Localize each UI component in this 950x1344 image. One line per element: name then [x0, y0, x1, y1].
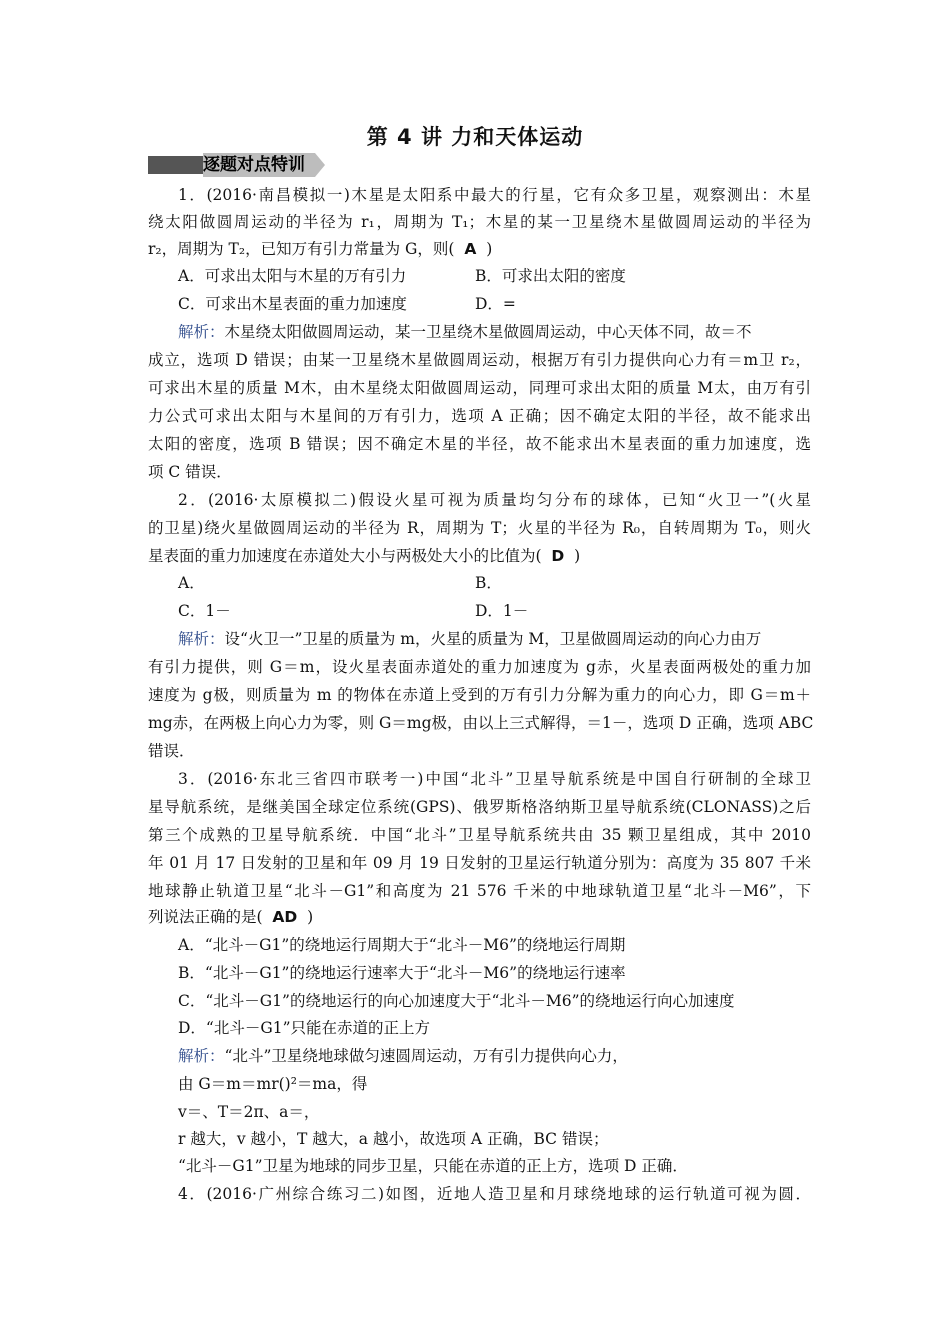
q1-explain-6: 项 C 错误． [148, 463, 232, 481]
banner-label: 逐题对点特训 [203, 153, 315, 177]
q2-explain-5: 错误． [148, 742, 195, 760]
q3-explain-3: v＝、T＝2π、a＝， [178, 1103, 320, 1121]
q2-paren: ) [574, 547, 581, 565]
q1-explain-5: 太阳的密度，选项 B 错误；因不确定木星的半径，故不能求出木星表面的重力加速度，选 [148, 435, 811, 453]
q1-option-c: C．可求出木星表面的重力加速度 [178, 295, 407, 313]
q4-line-1: 4．(2016·广州综合练习二)如图，近地人造卫星和月球绕地球的运行轨道可视为圆． [178, 1185, 811, 1203]
q2-option-b: B． [475, 574, 502, 592]
q1-line-2: 绕太阳做圆周运动的半径为 r₁，周期为 T₁；木星的某一卫星绕木星做圆周运动的半径为 [148, 213, 811, 231]
q2-stem-end: 星表面的重力加速度在赤道处大小与两极处大小的比值为( [148, 547, 542, 565]
q2-explain-text-1: 设“火卫一”卫星的质量为 m，火星的质量为 M，卫星做圆周运动的向心力由万 [224, 630, 762, 648]
q1-line-1: 1．(2016·南昌模拟一)木星是太阳系中最大的行星，它有众多卫星，观察测出：木星 [178, 186, 811, 204]
q3-option-b: B．“北斗－G1”的绕地运行速率大于“北斗－M6”的绕地运行速率 [178, 964, 626, 982]
q2-option-c: C．1－ [178, 602, 231, 620]
q3-explain-text-1: “北斗”卫星绕地球做匀速圆周运动，万有引力提供向心力， [224, 1047, 628, 1065]
q3-option-c: C．“北斗－G1”的绕地运行的向心加速度大于“北斗－M6”的绕地运行向心加速度 [178, 992, 735, 1010]
q3-stem-end: 列说法正确的是( [148, 908, 263, 926]
q3-paren: ) [307, 908, 314, 926]
q2-explain-2: 有引力提供，则 G＝m，设火星表面赤道处的重力加速度为 g赤，火星表面两极处的重力加 [148, 658, 811, 676]
q2-explain-1 [178, 628, 811, 650]
q1-explain-2: 成立，选项 D 错误；由某一卫星绕木星做圆周运动，根据万有引力提供向心力有＝m卫 r₂， [148, 351, 811, 369]
q3-line-6 [148, 906, 313, 928]
q1-explain-label: 解析： [178, 323, 225, 341]
q3-line-3: 第三个成熟的卫星导航系统．中国“北斗”卫星导航系统共由 35 颗卫星组成，其中 2010 [148, 826, 811, 844]
q1-option-d: D．= [475, 295, 516, 313]
q1-option-a: A．可求出太阳与木星的万有引力 [178, 267, 407, 285]
q2-explain-label: 解析： [178, 630, 225, 648]
q3-explain-5: “北斗－G1”卫星为地球的同步卫星，只能在赤道的正上方，选项 D 正确． [178, 1157, 688, 1175]
banner-bar [148, 156, 203, 174]
q1-explain-3: 可求出木星的质量 M木，由木星绕太阳做圆周运动，同理可求出太阳的质量 M太，由万有引 [148, 379, 811, 397]
q3-line-5: 地球静止轨道卫星“北斗－G1”和高度为 21 576 千米的中地球轨道卫星“北斗－M6”，下 [148, 882, 811, 900]
q1-answer: A [464, 240, 477, 258]
q3-option-a: A．“北斗－G1”的绕地运行周期大于“北斗－M6”的绕地运行周期 [178, 936, 626, 954]
q1-explain-text-1: 木星绕太阳做圆周运动，某一卫星绕木星做圆周运动，中心天体不同，故＝不 [224, 323, 752, 341]
q2-option-a: A． [178, 574, 205, 592]
q1-explain-1 [178, 321, 811, 343]
q2-answer: D [551, 547, 565, 565]
q3-answer: AD [272, 908, 298, 926]
q1-option-b: B．可求出太阳的密度 [475, 267, 626, 285]
section-banner [148, 153, 348, 177]
q3-line-1: 3．(2016·东北三省四市联考一)中国“北斗”卫星导航系统是中国自行研制的全球卫 [178, 770, 811, 788]
q2-line-1: 2．(2016·太原模拟二)假设火星可视为质量均匀分布的球体，已知“火卫一”(火星 [178, 491, 811, 509]
q3-explain-2: 由 G＝m＝mr()²＝ma，得 [178, 1075, 368, 1093]
q3-line-4: 年 01 月 17 日发射的卫星和年 09 月 19 日发射的卫星运行轨道分别为：高度为 35 807 千米 [148, 854, 811, 872]
q3-explain-label: 解析： [178, 1047, 225, 1065]
q3-explain-1 [178, 1045, 628, 1067]
q1-paren: ) [486, 240, 493, 258]
q3-option-d: D．“北斗－G1”只能在赤道的正上方 [178, 1019, 431, 1037]
q2-explain-3: 速度为 g极，则质量为 m 的物体在赤道上受到的万有引力分解为重力的向心力，即 G＝m＋ [148, 686, 811, 704]
q1-explain-4: 力公式可求出太阳与木星间的万有引力，选项 A 正确；因不确定太阳的半径，故不能求出 [148, 407, 811, 425]
q2-option-d: D．1－ [475, 602, 529, 620]
q1-line-3 [148, 238, 492, 260]
q3-line-2: 星导航系统，是继美国全球定位系统(GPS)、俄罗斯格洛纳斯卫星导航系统(CLONASS)之后 [148, 798, 811, 816]
q2-line-2: 的卫星)绕火星做圆周运动的半径为 R，周期为 T；火星的半径为 R₀，自转周期为 T₀，则火 [148, 519, 811, 537]
page-title: 第 4 讲 力和天体运动 [366, 125, 584, 149]
q3-explain-4: r 越大，v 越小，T 越大，a 越小，故选项 A 正确，BC 错误； [178, 1130, 609, 1148]
q2-line-3 [148, 545, 580, 567]
q2-explain-4: mg赤，在两极上向心力为零，则 G＝mg极，由以上三式解得，＝1－，选项 D 正确，选项 ABC [148, 714, 814, 732]
q1-stem-end: r₂，周期为 T₂，已知万有引力常量为 G，则( [148, 240, 455, 258]
